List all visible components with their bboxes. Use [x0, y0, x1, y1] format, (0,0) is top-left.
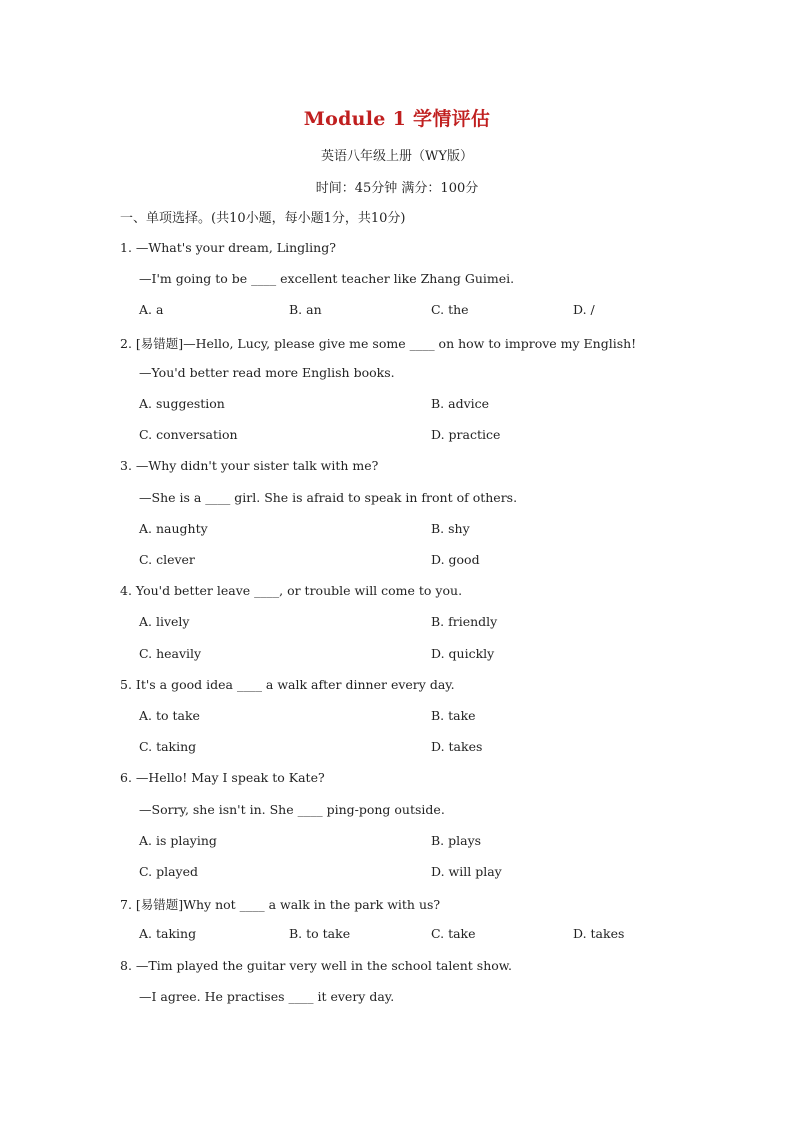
question-3-option-d: D. good	[431, 552, 480, 567]
question-4-option-a: A. lively	[139, 614, 190, 629]
question-8-line2: —I agree. He practises ____ it every day.	[139, 989, 395, 1004]
question-5-option-b: B. take	[431, 708, 476, 723]
question-1-option-b: B. an	[289, 302, 322, 317]
question-6-option-a: A. is playing	[139, 833, 217, 848]
question-5-stem: 5. It's a good idea ____ a walk after dinner every day.	[120, 677, 455, 692]
question-6-option-c: C. played	[139, 864, 198, 879]
question-7-option-a: A. taking	[139, 926, 197, 941]
question-8-stem: 8. —Tim played the guitar very well in the school talent show.	[120, 958, 512, 973]
question-2-stem: 2. [易错题]—Hello, Lucy, please give me some ____ on how to improve my English!	[120, 336, 637, 351]
question-6-option-d: D. will play	[431, 864, 502, 879]
page-subtitle: 英语八年级上册（WY版）	[321, 149, 473, 164]
section-heading: 一、单项选择。(共10小题，每小题1分，共10分)	[120, 211, 406, 226]
question-3-stem: 3. —Why didn't your sister talk with me?	[120, 458, 379, 473]
question-4-stem: 4. You'd better leave ____, or trouble will come to you.	[120, 583, 463, 598]
question-2-option-b: B. advice	[431, 396, 490, 411]
question-1-option-c: C. the	[431, 302, 469, 317]
question-1-option-d: D. /	[573, 302, 595, 317]
time-info: 时间：45分钟 满分：100分	[315, 181, 479, 196]
question-3-option-a: A. naughty	[139, 521, 208, 536]
question-7-option-d: D. takes	[573, 926, 625, 941]
question-4-option-d: D. quickly	[431, 646, 495, 661]
question-6-option-b: B. plays	[431, 833, 482, 848]
question-2-option-d: D. practice	[431, 427, 501, 442]
question-3-option-c: C. clever	[139, 552, 195, 567]
page-title: Module 1 学情评估	[303, 108, 491, 130]
question-7-option-b: B. to take	[289, 926, 351, 941]
question-3-line2: —She is a ____ girl. She is afraid to speak in front of others.	[139, 490, 518, 505]
question-4-option-c: C. heavily	[139, 646, 202, 661]
question-6-stem: 6. —Hello! May I speak to Kate?	[120, 770, 325, 785]
question-2-option-a: A. suggestion	[139, 396, 225, 411]
question-5-option-a: A. to take	[139, 708, 200, 723]
question-5-option-c: C. taking	[139, 739, 197, 754]
question-7-option-c: C. take	[431, 926, 476, 941]
question-1-stem: 1. —What's your dream, Lingling?	[120, 240, 336, 255]
question-3-option-b: B. shy	[431, 521, 470, 536]
question-6-line2: —Sorry, she isn't in. She ____ ping-pong outside.	[139, 802, 445, 817]
question-2-line2: —You'd better read more English books.	[139, 365, 395, 380]
question-2-option-c: C. conversation	[139, 427, 238, 442]
question-1-option-a: A. a	[139, 302, 164, 317]
question-7-stem: 7. [易错题]Why not ____ a walk in the park with us?	[120, 897, 441, 912]
question-1-line2: —I'm going to be ____ excellent teacher like Zhang Guimei.	[139, 271, 515, 286]
question-5-option-d: D. takes	[431, 739, 483, 754]
question-4-option-b: B. friendly	[431, 614, 498, 629]
